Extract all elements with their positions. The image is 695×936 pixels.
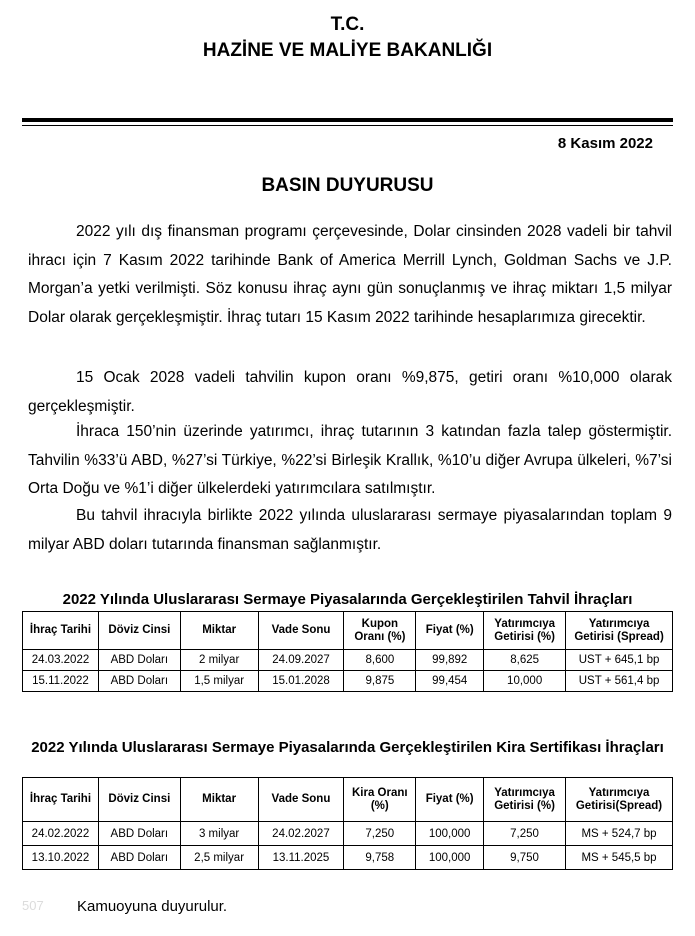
col-header-spread: Yatırımcıya Getirisi (Spread) bbox=[566, 612, 673, 650]
closing-line: Kamuoyuna duyurulur. bbox=[77, 898, 228, 915]
paragraph-3: İhraca 150’nin üzerinde yatırımcı, ihraç tutarının 3 katından fazla talep göstermiştir. Tahvilin %33’ü ABD, %27’si Türkiye, %22’si Birleşik Krallık, %10’u diğer Avrupa ülkeleri, %7’si Orta Doğu ve %1’i diğer ülkelerdeki yatırımcılara satılmıştır. bbox=[28, 423, 672, 497]
col-header-currency: Döviz Cinsi bbox=[98, 612, 180, 650]
cell-currency: ABD Doları bbox=[98, 846, 180, 870]
col-header-spread: Yatırımcıya Getirisi(Spread) bbox=[566, 778, 673, 822]
ministry-name: HAZİNE VE MALİYE BAKANLIĞI bbox=[202, 40, 493, 61]
table-row bbox=[23, 846, 673, 870]
cell-amount: 2 milyar bbox=[180, 650, 258, 671]
cell-maturity: 24.02.2027 bbox=[258, 822, 344, 846]
sukuk-table-title: 2022 Yılında Uluslararası Sermaye Piyasalarında Gerçekleştirilen Kira Sertifikası İhraçları bbox=[31, 739, 664, 756]
col-header-issue-date: İhraç Tarihi bbox=[23, 778, 99, 822]
cell-spread: MS + 524,7 bp bbox=[566, 822, 673, 846]
cell-currency: ABD Doları bbox=[98, 822, 180, 846]
cell-amount: 3 milyar bbox=[180, 822, 258, 846]
cell-price: 99,454 bbox=[416, 671, 484, 692]
cell-currency: ABD Doları bbox=[98, 671, 180, 692]
cell-spread: MS + 545,5 bp bbox=[566, 846, 673, 870]
col-header-price: Fiyat (%) bbox=[416, 778, 484, 822]
header-divider-thick bbox=[22, 118, 673, 122]
cell-spread: UST + 561,4 bp bbox=[566, 671, 673, 692]
cell-amount: 2,5 milyar bbox=[180, 846, 258, 870]
cell-price: 100,000 bbox=[416, 822, 484, 846]
paragraph-4: Bu tahvil ihracıyla birlikte 2022 yılında uluslararası sermaye piyasalarından toplam 9 milyar ABD doları tutarında finansman sağlanmıştır. bbox=[28, 507, 672, 553]
cell-maturity: 13.11.2025 bbox=[258, 846, 344, 870]
org-line-tc: T.C. bbox=[330, 14, 365, 35]
page-number: 507 bbox=[22, 898, 44, 913]
cell-price: 100,000 bbox=[416, 846, 484, 870]
cell-coupon-rate: 9,875 bbox=[344, 671, 416, 692]
cell-issue-date: 24.02.2022 bbox=[23, 822, 99, 846]
table-row bbox=[23, 650, 673, 671]
col-header-yield: Yatırımcıya Getirisi (%) bbox=[484, 612, 566, 650]
cell-issue-date: 15.11.2022 bbox=[23, 671, 99, 692]
table-row bbox=[23, 822, 673, 846]
cell-yield: 8,625 bbox=[484, 650, 566, 671]
cell-price: 99,892 bbox=[416, 650, 484, 671]
col-header-yield: Yatırımcıya Getirisi (%) bbox=[484, 778, 566, 822]
cell-maturity: 15.01.2028 bbox=[258, 671, 344, 692]
announcement-date: 8 Kasım 2022 bbox=[557, 135, 653, 152]
cell-rent-rate: 7,250 bbox=[344, 822, 416, 846]
table-header-row bbox=[23, 778, 673, 822]
col-header-amount: Miktar bbox=[180, 778, 258, 822]
cell-yield: 9,750 bbox=[484, 846, 566, 870]
table-header-row bbox=[23, 612, 673, 650]
sukuk-issuance-table bbox=[22, 777, 673, 870]
cell-rent-rate: 9,758 bbox=[344, 846, 416, 870]
col-header-rent-rate: Kira Oranı (%) bbox=[344, 778, 416, 822]
cell-issue-date: 13.10.2022 bbox=[23, 846, 99, 870]
col-header-issue-date: İhraç Tarihi bbox=[23, 612, 99, 650]
paragraph-2: 15 Ocak 2028 vadeli tahvilin kupon oranı %9,875, getiri oranı %10,000 olarak gerçekleşmiştir. bbox=[28, 369, 672, 415]
col-header-maturity: Vade Sonu bbox=[258, 612, 344, 650]
page-title: BASIN DUYURUSU bbox=[261, 175, 434, 196]
cell-yield: 7,250 bbox=[484, 822, 566, 846]
cell-coupon-rate: 8,600 bbox=[344, 650, 416, 671]
col-header-price: Fiyat (%) bbox=[416, 612, 484, 650]
col-header-amount: Miktar bbox=[180, 612, 258, 650]
cell-yield: 10,000 bbox=[484, 671, 566, 692]
table-row bbox=[23, 671, 673, 692]
header-divider-thin bbox=[22, 125, 673, 126]
cell-currency: ABD Doları bbox=[98, 650, 180, 671]
bond-table-title: 2022 Yılında Uluslararası Sermaye Piyasalarında Gerçekleştirilen Tahvil İhraçları bbox=[62, 591, 633, 608]
cell-issue-date: 24.03.2022 bbox=[23, 650, 99, 671]
paragraph-1: 2022 yılı dış finansman programı çerçevesinde, Dolar cinsinden 2028 vadeli bir tahvil ihracı için 7 Kasım 2022 tarihinde Bank of America Merrill Lynch, Goldman Sachs ve J.P. Morgan’a yetki verilmişti. Söz konusu ihraç aynı gün sonuçlanmış ve ihraç miktarı 1,5 milyar Dolar olarak gerçekleşmiştir. İhraç tutarı 15 Kasım 2022 tarihinde hesaplarımıza girecektir. bbox=[28, 223, 672, 326]
bond-issuance-table bbox=[22, 611, 673, 692]
cell-maturity: 24.09.2027 bbox=[258, 650, 344, 671]
col-header-currency: Döviz Cinsi bbox=[98, 778, 180, 822]
col-header-coupon-rate: Kupon Oranı (%) bbox=[344, 612, 416, 650]
cell-spread: UST + 645,1 bp bbox=[566, 650, 673, 671]
col-header-maturity: Vade Sonu bbox=[258, 778, 344, 822]
cell-amount: 1,5 milyar bbox=[180, 671, 258, 692]
